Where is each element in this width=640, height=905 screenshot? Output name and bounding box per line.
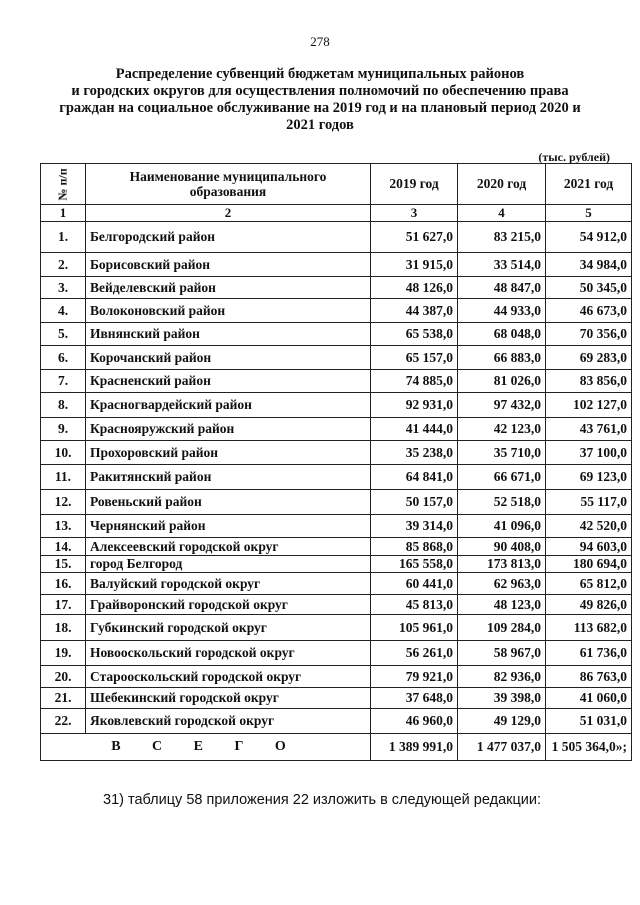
total-row bbox=[41, 734, 632, 761]
footer-instruction: 31) таблицу 58 приложения 22 изложить в следующей редакции: bbox=[103, 792, 542, 808]
value-2021: 54 912,0 bbox=[546, 222, 632, 253]
value-2020: 83 215,0 bbox=[458, 222, 546, 253]
table-row bbox=[41, 323, 632, 346]
table-body bbox=[41, 222, 632, 734]
table-header-row bbox=[41, 164, 632, 205]
value-2019: 41 444,0 bbox=[371, 418, 458, 441]
municipality-name: Корочанский район bbox=[86, 346, 371, 370]
municipality-name: Шебекинский городской округ bbox=[86, 688, 371, 709]
title-line-4: 2021 годов bbox=[286, 117, 354, 133]
value-2021: 65 812,0 bbox=[546, 573, 632, 595]
value-2021: 50 345,0 bbox=[546, 277, 632, 299]
row-number: 12. bbox=[41, 490, 86, 515]
value-2019: 165 558,0 bbox=[371, 556, 458, 573]
value-2019: 60 441,0 bbox=[371, 573, 458, 595]
value-2019: 65 157,0 bbox=[371, 346, 458, 370]
row-number: 21. bbox=[41, 688, 86, 709]
municipality-name: Валуйский городской округ bbox=[86, 573, 371, 595]
row-number: 6. bbox=[41, 346, 86, 370]
table-row bbox=[41, 418, 632, 441]
value-2019: 35 238,0 bbox=[371, 441, 458, 465]
column-index: 4 bbox=[458, 205, 546, 222]
document-title bbox=[40, 66, 600, 134]
value-2021: 83 856,0 bbox=[546, 370, 632, 393]
table-row bbox=[41, 346, 632, 370]
column-index: 3 bbox=[371, 205, 458, 222]
municipality-name: город Белгород bbox=[86, 556, 371, 573]
value-2020: 41 096,0 bbox=[458, 515, 546, 538]
row-number: 15. bbox=[41, 556, 86, 573]
value-2019: 46 960,0 bbox=[371, 709, 458, 734]
column-index: 2 bbox=[86, 205, 371, 222]
row-number: 18. bbox=[41, 615, 86, 641]
title-line-1: Распределение субвенций бюджетам муниципальных районов bbox=[115, 66, 525, 82]
value-2019: 74 885,0 bbox=[371, 370, 458, 393]
table-row bbox=[41, 299, 632, 323]
value-2020: 35 710,0 bbox=[458, 441, 546, 465]
municipality-name: Губкинский городской округ bbox=[86, 615, 371, 641]
municipality-name: Яковлевский городской округ bbox=[86, 709, 371, 734]
table-row bbox=[41, 709, 632, 734]
value-2020: 49 129,0 bbox=[458, 709, 546, 734]
municipality-name: Ракитянский район bbox=[86, 465, 371, 490]
table-row bbox=[41, 641, 632, 666]
row-number: 7. bbox=[41, 370, 86, 393]
row-number: 20. bbox=[41, 666, 86, 688]
municipality-name: Ровеньский район bbox=[86, 490, 371, 515]
row-number: 14. bbox=[41, 538, 86, 556]
value-2019: 85 868,0 bbox=[371, 538, 458, 556]
value-2020: 66 883,0 bbox=[458, 346, 546, 370]
table-row bbox=[41, 615, 632, 641]
header-name-line-1: Наименование муниципального bbox=[129, 169, 327, 184]
value-2020: 97 432,0 bbox=[458, 393, 546, 418]
header-name bbox=[86, 164, 371, 205]
row-number: 8. bbox=[41, 393, 86, 418]
municipality-name: Волоконовский район bbox=[86, 299, 371, 323]
value-2020: 58 967,0 bbox=[458, 641, 546, 666]
row-number: 9. bbox=[41, 418, 86, 441]
value-2021: 41 060,0 bbox=[546, 688, 632, 709]
municipality-name: Грайворонский городской округ bbox=[86, 595, 371, 615]
municipality-name: Белгородский район bbox=[86, 222, 371, 253]
value-2021: 37 100,0 bbox=[546, 441, 632, 465]
value-2021: 113 682,0 bbox=[546, 615, 632, 641]
value-2021: 49 826,0 bbox=[546, 595, 632, 615]
table-row bbox=[41, 595, 632, 615]
value-2021: 69 123,0 bbox=[546, 465, 632, 490]
value-2020: 48 847,0 bbox=[458, 277, 546, 299]
municipality-name: Вейделевский район bbox=[86, 277, 371, 299]
value-2021: 86 763,0 bbox=[546, 666, 632, 688]
value-2020: 48 123,0 bbox=[458, 595, 546, 615]
value-2020: 173 813,0 bbox=[458, 556, 546, 573]
table-row bbox=[41, 538, 632, 556]
value-2019: 56 261,0 bbox=[371, 641, 458, 666]
total-2021: 1 505 364,0»; bbox=[546, 734, 632, 761]
total-2019: 1 389 991,0 bbox=[371, 734, 458, 761]
header-2019: 2019 год bbox=[371, 164, 458, 205]
value-2019: 45 813,0 bbox=[371, 595, 458, 615]
table-row bbox=[41, 490, 632, 515]
row-number: 13. bbox=[41, 515, 86, 538]
row-number: 22. bbox=[41, 709, 86, 734]
value-2019: 50 157,0 bbox=[371, 490, 458, 515]
header-name-line-2: образования bbox=[189, 184, 267, 199]
row-number: 16. bbox=[41, 573, 86, 595]
value-2021: 102 127,0 bbox=[546, 393, 632, 418]
value-2021: 69 283,0 bbox=[546, 346, 632, 370]
subvention-table bbox=[40, 163, 632, 761]
table-row bbox=[41, 556, 632, 573]
title-line-2: и городских округов для осуществления полномочий по обеспечению права bbox=[71, 83, 569, 99]
value-2019: 31 915,0 bbox=[371, 253, 458, 277]
value-2021: 43 761,0 bbox=[546, 418, 632, 441]
table-row bbox=[41, 393, 632, 418]
value-2020: 52 518,0 bbox=[458, 490, 546, 515]
value-2019: 65 538,0 bbox=[371, 323, 458, 346]
municipality-name: Краснояружский район bbox=[86, 418, 371, 441]
row-number: 17. bbox=[41, 595, 86, 615]
value-2021: 61 736,0 bbox=[546, 641, 632, 666]
value-2021: 51 031,0 bbox=[546, 709, 632, 734]
row-number: 19. bbox=[41, 641, 86, 666]
value-2021: 70 356,0 bbox=[546, 323, 632, 346]
total-label: В С Е Г О bbox=[41, 734, 371, 761]
value-2021: 55 117,0 bbox=[546, 490, 632, 515]
value-2020: 109 284,0 bbox=[458, 615, 546, 641]
column-index-row bbox=[41, 205, 632, 222]
value-2020: 90 408,0 bbox=[458, 538, 546, 556]
value-2021: 34 984,0 bbox=[546, 253, 632, 277]
row-number: 4. bbox=[41, 299, 86, 323]
column-index: 5 bbox=[546, 205, 632, 222]
row-number: 11. bbox=[41, 465, 86, 490]
table-row bbox=[41, 441, 632, 465]
value-2019: 48 126,0 bbox=[371, 277, 458, 299]
table-row bbox=[41, 515, 632, 538]
value-2020: 82 936,0 bbox=[458, 666, 546, 688]
value-2019: 51 627,0 bbox=[371, 222, 458, 253]
row-number: 10. bbox=[41, 441, 86, 465]
units-label: (тыс. рублей) bbox=[538, 150, 610, 164]
page-number: 278 bbox=[310, 34, 330, 49]
row-number: 5. bbox=[41, 323, 86, 346]
value-2019: 37 648,0 bbox=[371, 688, 458, 709]
municipality-name: Красненский район bbox=[86, 370, 371, 393]
municipality-name: Алексеевский городской округ bbox=[86, 538, 371, 556]
table-row bbox=[41, 465, 632, 490]
value-2020: 44 933,0 bbox=[458, 299, 546, 323]
value-2019: 39 314,0 bbox=[371, 515, 458, 538]
table-row bbox=[41, 666, 632, 688]
value-2020: 62 963,0 bbox=[458, 573, 546, 595]
value-2020: 42 123,0 bbox=[458, 418, 546, 441]
value-2021: 180 694,0 bbox=[546, 556, 632, 573]
value-2020: 33 514,0 bbox=[458, 253, 546, 277]
table-row bbox=[41, 253, 632, 277]
row-number: 1. bbox=[41, 222, 86, 253]
municipality-name: Старооскольский городской округ bbox=[86, 666, 371, 688]
value-2019: 105 961,0 bbox=[371, 615, 458, 641]
table-row bbox=[41, 573, 632, 595]
value-2021: 46 673,0 bbox=[546, 299, 632, 323]
value-2020: 39 398,0 bbox=[458, 688, 546, 709]
table-row bbox=[41, 277, 632, 299]
value-2019: 79 921,0 bbox=[371, 666, 458, 688]
value-2021: 42 520,0 bbox=[546, 515, 632, 538]
header-num: № п/п bbox=[41, 164, 86, 205]
header-2020: 2020 год bbox=[458, 164, 546, 205]
municipality-name: Ивнянский район bbox=[86, 323, 371, 346]
table-row bbox=[41, 688, 632, 709]
row-number: 2. bbox=[41, 253, 86, 277]
title-line-3: граждан на социальное обслуживание на 2019 год и на плановый период 2020 и bbox=[59, 100, 581, 116]
column-index: 1 bbox=[41, 205, 86, 222]
value-2019: 44 387,0 bbox=[371, 299, 458, 323]
header-2021: 2021 год bbox=[546, 164, 632, 205]
table-row bbox=[41, 222, 632, 253]
row-number: 3. bbox=[41, 277, 86, 299]
municipality-name: Прохоровский район bbox=[86, 441, 371, 465]
municipality-name: Чернянский район bbox=[86, 515, 371, 538]
municipality-name: Красногвардейский район bbox=[86, 393, 371, 418]
value-2019: 64 841,0 bbox=[371, 465, 458, 490]
table-row bbox=[41, 370, 632, 393]
total-2020: 1 477 037,0 bbox=[458, 734, 546, 761]
value-2020: 66 671,0 bbox=[458, 465, 546, 490]
value-2021: 94 603,0 bbox=[546, 538, 632, 556]
value-2020: 81 026,0 bbox=[458, 370, 546, 393]
municipality-name: Борисовский район bbox=[86, 253, 371, 277]
value-2020: 68 048,0 bbox=[458, 323, 546, 346]
value-2019: 92 931,0 bbox=[371, 393, 458, 418]
municipality-name: Новооскольский городской округ bbox=[86, 641, 371, 666]
